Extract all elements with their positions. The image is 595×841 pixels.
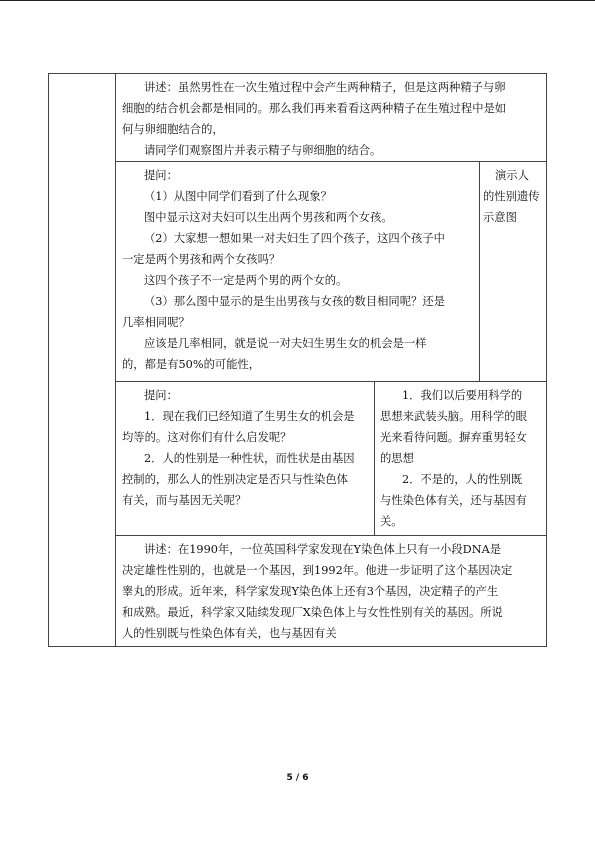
text-line: 2．不是的，人的性别既 bbox=[402, 473, 523, 486]
lecture2-text bbox=[122, 539, 512, 644]
text-line: （1）从图中同学们看到了什么现象？ bbox=[144, 190, 332, 203]
questions1-side-text bbox=[483, 165, 545, 228]
lecture1-text bbox=[122, 77, 506, 161]
text-line: 图中显示这对夫妇可以生出两个男孩和两个女孩。 bbox=[144, 211, 393, 224]
text-line: 控制的，那么人的性别决定是否只与性染色体 bbox=[122, 473, 348, 486]
text-line: 请同学们观察图片并表示精子与卵细胞的结合。 bbox=[144, 144, 382, 157]
text-line: 的性别遗传 bbox=[483, 190, 540, 203]
text-line: 睾丸的形成。近年来，科学家发现Y染色体上还有3个基因，决定精子的产生 bbox=[122, 585, 499, 598]
text-line: （3）那么图中显示的是生出男孩与女孩的数目相同呢？还是 bbox=[144, 295, 445, 308]
text-line: 均等的。这对你们有什么启发呢？ bbox=[122, 431, 292, 444]
text-line: 2．人的性别是一种性状，而性状是由基因 bbox=[144, 452, 355, 465]
questions2-answer-text bbox=[380, 385, 527, 532]
text-line: 这四个孩子不一定是两个男的两个女的。 bbox=[144, 274, 348, 287]
text-line: 与性染色体有关，还与基因有 bbox=[380, 494, 527, 507]
text-line: 光来看待问题。摒弃重男轻女 bbox=[380, 431, 527, 444]
text-line: 人的性别既与性染色体有关，也与基因有关 bbox=[122, 627, 337, 640]
page-number: 5 / 6 bbox=[286, 773, 309, 783]
text-line: 何与卵细胞结合的， bbox=[122, 123, 224, 136]
text-line: 提问： bbox=[144, 389, 178, 402]
text-line: 讲述：在1990年，一位英国科学家发现在Y染色体上只有一小段DNA是 bbox=[144, 543, 502, 556]
text-line: 的，都是有50%的可能性， bbox=[122, 358, 261, 371]
text-line: 和成熟。最近，科学家又陆续发现厂X染色体上与女性性别有关的基因。所说 bbox=[122, 606, 503, 619]
text-line: 提问： bbox=[144, 169, 178, 182]
text-line: 细胞的结合机会都是相同的。那么我们再来看看这两种精子在生殖过程中是如 bbox=[122, 102, 507, 115]
text-line: 1．现在我们已经知道了生男生女的机会是 bbox=[144, 410, 355, 423]
header-rule bbox=[0, 0, 595, 1]
questions2-text bbox=[122, 385, 355, 511]
text-line: 讲述：虽然男性在一次生殖过程中会产生两种精子，但是这两种精子与卵 bbox=[144, 81, 506, 94]
text-line: 关。 bbox=[380, 515, 403, 528]
text-line: 演示人 bbox=[495, 169, 529, 182]
text-line: 决定雄性性别的，也就是一个基因，到1992年。他进一步证明了这个基因决定 bbox=[122, 564, 513, 577]
text-line: 一定是两个男孩和两个女孩吗？ bbox=[122, 253, 281, 266]
text-line: （2）大家想一想如果一对夫妇生了四个孩子，这四个孩子中 bbox=[144, 232, 445, 245]
text-line: 应该是几率相同，就是说一对夫妇生男生女的机会是一样 bbox=[144, 337, 427, 350]
text-line: 1．我们以后要用科学的 bbox=[402, 389, 523, 402]
text-line: 有关，而与基因无关呢？ bbox=[122, 494, 247, 507]
questions1-text bbox=[122, 165, 445, 375]
text-line: 示意图 bbox=[483, 211, 517, 224]
text-line: 的思想 bbox=[380, 452, 414, 465]
text-line: 思想来武装头脑。用科学的眼 bbox=[380, 410, 527, 423]
text-line: 几率相同呢？ bbox=[122, 316, 190, 329]
table-left-column bbox=[48, 73, 116, 647]
